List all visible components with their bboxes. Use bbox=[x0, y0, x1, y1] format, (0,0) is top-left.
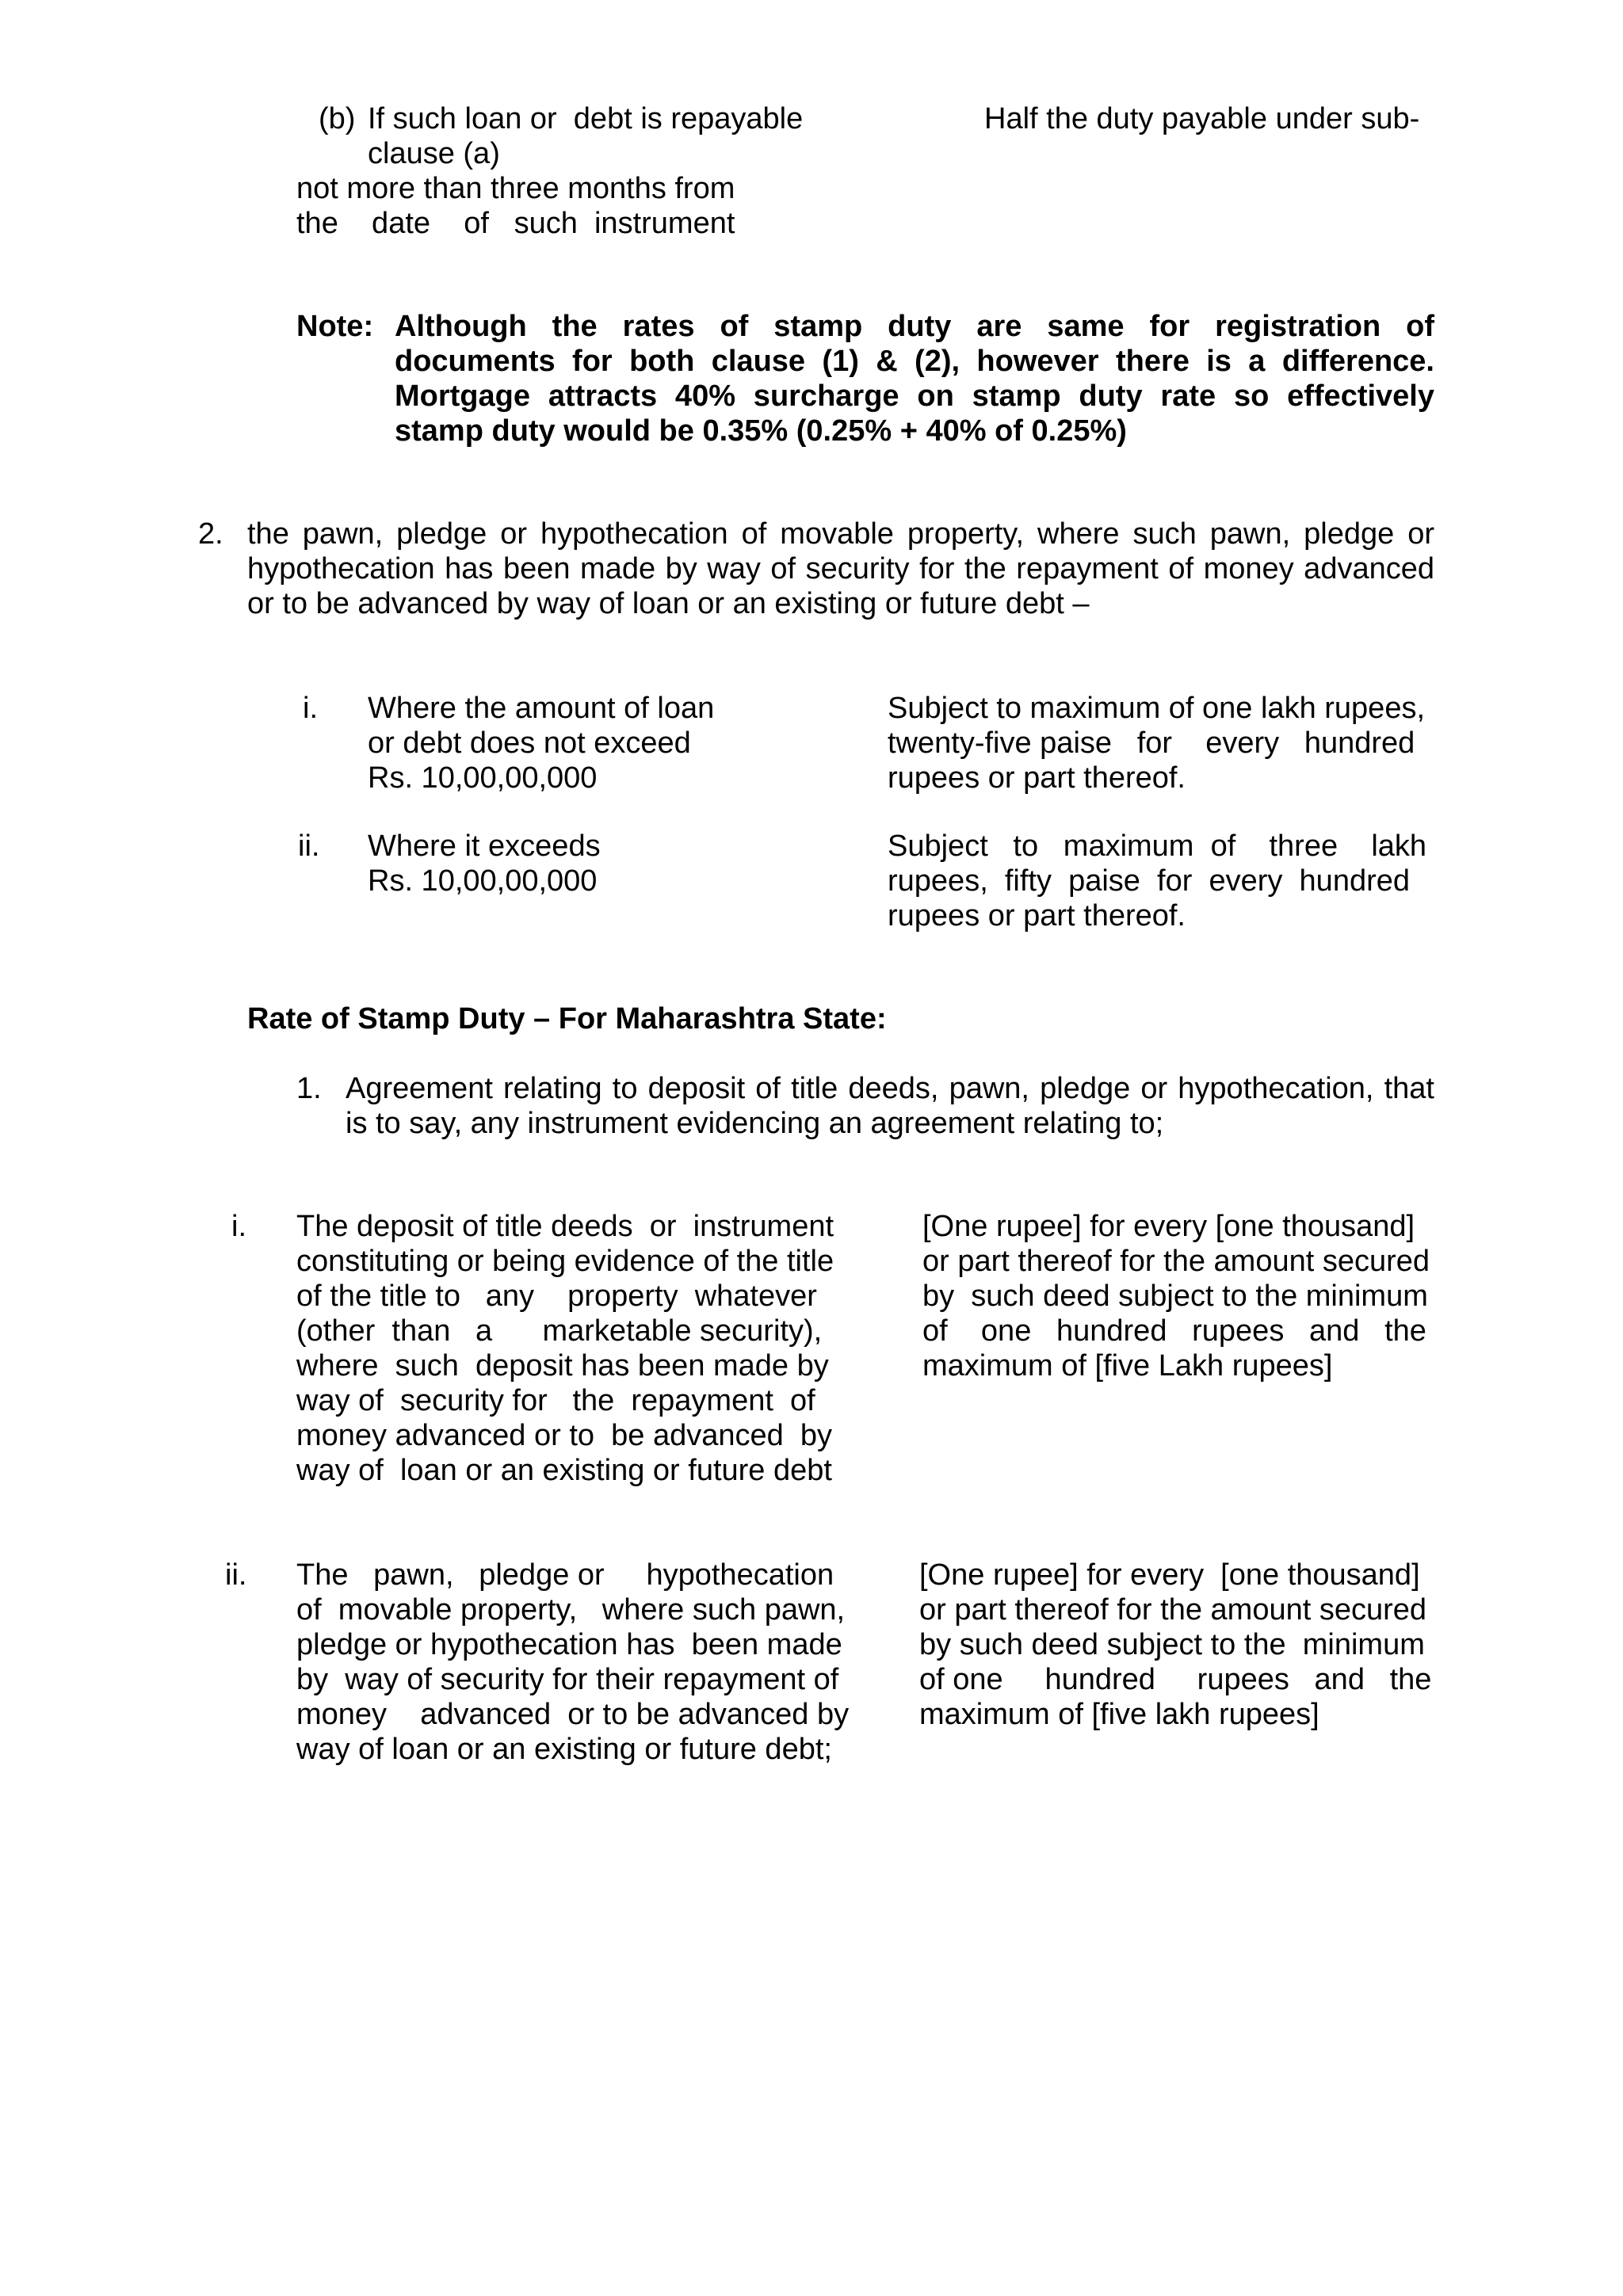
note-line: stamp duty would be 0.35% (0.25% + 40% of 0.25%) bbox=[395, 414, 1127, 448]
item-2-sub-left-line: Where it exceeds bbox=[368, 830, 601, 863]
note-line: documents for both clause (1) & (2), however there is a difference. bbox=[395, 345, 1434, 378]
item-2-line: hypothecation has been made by way of security for the repayment of money advanced bbox=[247, 552, 1434, 585]
item-2-sub-right-line: Subject to maximum of one lakh rupees, bbox=[888, 692, 1426, 725]
note-line: Although the rates of stamp duty are same for registration of bbox=[395, 310, 1434, 343]
item-2-sub-numeral: ii. bbox=[298, 830, 320, 863]
maharashtra-row-right-line: by such deed subject to the minimum bbox=[922, 1280, 1428, 1313]
item-2-sub-right-line: rupees or part thereof. bbox=[888, 899, 1186, 933]
maharashtra-row-left-line: by way of security for their repayment of bbox=[296, 1663, 839, 1696]
note-label: Note: bbox=[296, 310, 374, 343]
maharashtra-row-numeral: i. bbox=[231, 1210, 246, 1243]
clause-b-rate: Half the duty payable under sub- bbox=[984, 102, 1420, 135]
item-2-sub-right-line: twenty-five paise for every hundred bbox=[888, 727, 1415, 760]
maharashtra-item-1-line: Agreement relating to deposit of title deeds, pawn, pledge or hypothecation, that bbox=[346, 1072, 1434, 1105]
item-2-sub-left-line: Rs. 10,00,00,000 bbox=[368, 864, 598, 898]
clause-b-text-line: If such loan or debt is repayable bbox=[368, 102, 804, 135]
maharashtra-row-right-line: maximum of [five Lakh rupees] bbox=[922, 1349, 1333, 1383]
item-2-sub-left-line: Where the amount of loan bbox=[368, 692, 715, 725]
clause-b-text-line: the date of such instrument bbox=[296, 207, 735, 240]
clause-b-text-line: clause (a) bbox=[368, 137, 500, 170]
clause-b-label: (b) bbox=[319, 102, 356, 135]
maharashtra-row-left-line: pledge or hypothecation has been made bbox=[296, 1628, 842, 1661]
item-2-sub-right-line: rupees or part thereof. bbox=[888, 761, 1186, 795]
maharashtra-row-right-line: [One rupee] for every [one thousand] bbox=[919, 1558, 1420, 1592]
item-2-line: the pawn, pledge or hypothecation of movable property, where such pawn, pledge or bbox=[247, 517, 1434, 551]
maharashtra-row-left-line: way of loan or an existing or future debt bbox=[296, 1454, 832, 1487]
maharashtra-row-right-line: of one hundred rupees and the bbox=[919, 1663, 1432, 1696]
maharashtra-row-left-line: constituting or being evidence of the title bbox=[296, 1245, 834, 1278]
item-2-sub-left-line: Rs. 10,00,00,000 bbox=[368, 761, 598, 795]
maharashtra-row-right-line: or part thereof for the amount secured bbox=[919, 1593, 1427, 1627]
maharashtra-row-left-line: The pawn, pledge or hypothecation bbox=[296, 1558, 834, 1592]
maharashtra-row-left-line: money advanced or to be advanced by bbox=[296, 1419, 833, 1452]
item-2-sub-left-line: or debt does not exceed bbox=[368, 727, 691, 760]
maharashtra-row-left-line: of movable property, where such pawn, bbox=[296, 1593, 846, 1627]
maharashtra-row-numeral: ii. bbox=[225, 1558, 247, 1592]
clause-b-text-line: not more than three months from bbox=[296, 172, 735, 205]
maharashtra-row-left-line: The deposit of title deeds or instrument bbox=[296, 1210, 834, 1243]
maharashtra-heading: Rate of Stamp Duty – For Maharashtra State: bbox=[247, 1002, 887, 1035]
maharashtra-row-left-line: money advanced or to be advanced by bbox=[296, 1698, 850, 1731]
maharashtra-row-left-line: way of security for the repayment of bbox=[296, 1384, 815, 1417]
maharashtra-row-right-line: of one hundred rupees and the bbox=[922, 1314, 1426, 1348]
maharashtra-row-left-line: (other than a marketable security), bbox=[296, 1314, 823, 1348]
maharashtra-row-right-line: [One rupee] for every [one thousand] bbox=[922, 1210, 1415, 1243]
maharashtra-row-left-line: where such deposit has been made by bbox=[296, 1349, 829, 1383]
item-2-line: or to be advanced by way of loan or an existing or future debt – bbox=[247, 587, 1090, 620]
item-2-sub-numeral: i. bbox=[303, 692, 318, 725]
maharashtra-row-left-line: of the title to any property whatever bbox=[296, 1280, 817, 1313]
item-2-sub-right-line: rupees, fifty paise for every hundred bbox=[888, 864, 1411, 898]
item-2-number: 2. bbox=[198, 517, 223, 551]
maharashtra-item-1-number: 1. bbox=[296, 1072, 322, 1105]
maharashtra-item-1-line: is to say, any instrument evidencing an agreement relating to; bbox=[346, 1107, 1164, 1140]
maharashtra-row-right-line: or part thereof for the amount secured bbox=[922, 1245, 1430, 1278]
maharashtra-row-right-line: maximum of [five lakh rupees] bbox=[919, 1698, 1319, 1731]
maharashtra-row-left-line: way of loan or an existing or future debt; bbox=[296, 1733, 832, 1766]
maharashtra-row-right-line: by such deed subject to the minimum bbox=[919, 1628, 1425, 1661]
item-2-sub-right-line: Subject to maximum of three lakh bbox=[888, 830, 1427, 863]
note-line: Mortgage attracts 40% surcharge on stamp duty rate so effectively bbox=[395, 379, 1434, 413]
